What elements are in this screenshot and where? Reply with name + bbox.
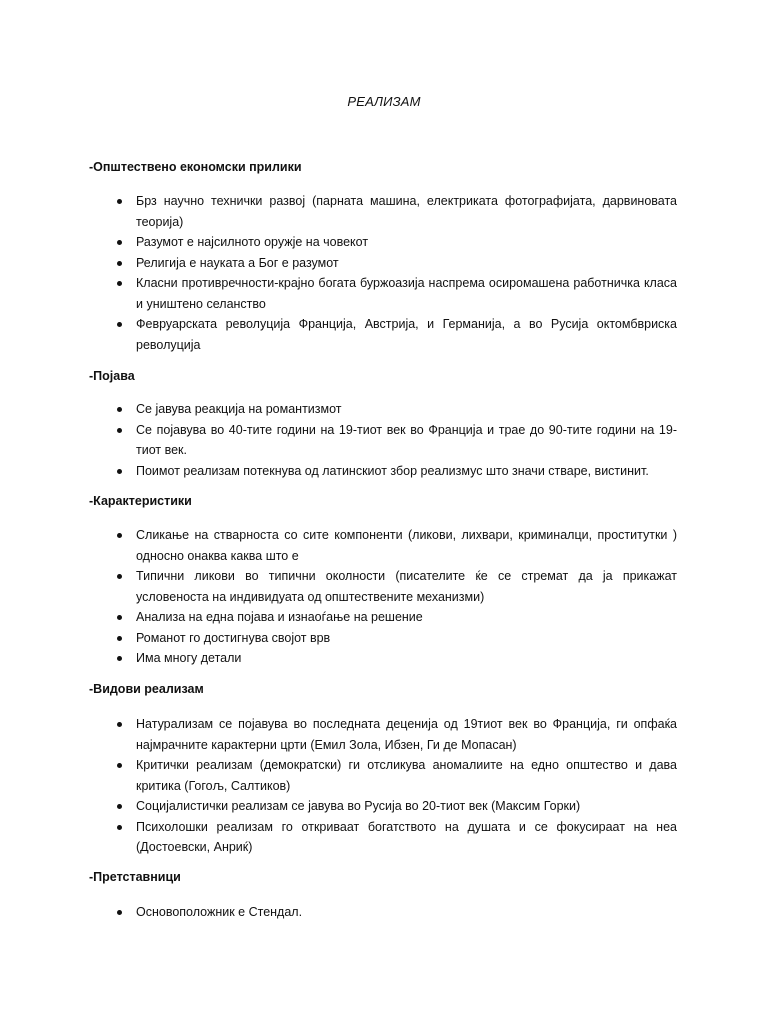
bullet-list-emergence [0, 399, 768, 481]
list-item [0, 232, 677, 253]
bullet-icon [117, 322, 122, 327]
bullet-icon [117, 199, 122, 204]
bullet-icon [117, 615, 122, 620]
list-item-text: Религија е науката а Бог е разумот [136, 255, 339, 270]
list-item [0, 755, 677, 796]
bullet-icon [117, 261, 122, 266]
bullet-icon [117, 281, 122, 286]
bullet-icon [117, 804, 122, 809]
bullet-list-characteristics [0, 525, 768, 669]
list-item [0, 648, 677, 669]
section-heading-representatives: -Претставници [89, 870, 181, 884]
bullet-icon [117, 656, 122, 661]
bullet-icon [117, 240, 122, 245]
bullet-icon [117, 910, 122, 915]
bullet-list-representatives [0, 902, 768, 923]
list-item [0, 525, 677, 566]
bullet-icon [117, 469, 122, 474]
list-item-text: Анализа на една појава и изнаоѓање на решение [136, 610, 423, 624]
bullet-icon [117, 428, 122, 433]
section-heading-characteristics: -Карактеристики [89, 494, 192, 508]
list-item-text: Разумот е најсилното оружје на човекот [136, 235, 369, 249]
section-heading-types: -Видови реализам [89, 682, 204, 696]
section-heading-emergence: -Појава [89, 369, 135, 383]
bullet-icon [117, 722, 122, 727]
list-item-text: Се јавува реакција на романтизмот [136, 402, 342, 416]
bullet-icon [117, 636, 122, 641]
list-item-text: Февруарската револуција Франција, Австрија, и Германија, а во Русија октомбвриска револуција [136, 317, 677, 352]
list-item-text: Критички реализам (демократски) ги отсликува аномалиите на едно општество и дава критика (Гогољ, Салтиков) [136, 758, 677, 793]
bullet-icon [117, 763, 122, 768]
list-item [0, 714, 677, 755]
list-item-text: Поимот реализам потекнува од латинскиот збор реализмус што значи стваре, вистинит. [136, 463, 649, 478]
list-item [0, 253, 677, 274]
list-item-text: Класни противречности-крајно богата буржоазија наспрема осиромашена работничка класа и уништено селанство [136, 276, 677, 311]
list-item-text: Психолошки реализам го откриваат богатството на душата и се фокусираат на неа (Достоевски, Анриќ) [136, 819, 677, 854]
list-item [0, 607, 677, 628]
bullet-icon [117, 574, 122, 579]
list-item-text: Основоположник е Стендал. [136, 905, 303, 919]
list-item [0, 902, 677, 923]
document-title: РЕАЛИЗАМ [347, 94, 421, 109]
section-heading-socioeconomic: -Општествено економски прилики [89, 160, 302, 174]
bullet-list-types [0, 714, 768, 858]
list-item [0, 796, 677, 817]
list-item [0, 461, 677, 482]
list-item [0, 273, 677, 314]
list-item-text: Се појавува во 40-тите години на 19-тиот век во Франција и трае до 90-тите години на 19-тиот век. [136, 422, 677, 457]
bullet-icon [117, 407, 122, 412]
list-item-text: Типични ликови во типични околности (писателите ќе се стремат да ја прикажат условеноста на индивидуата од општествените механизми) [136, 569, 677, 604]
list-item-text: Сликање на стварноста со сите компоненти (ликови, лихвари, криминалци, проститутки ) односно онаква каква што е [136, 528, 677, 563]
list-item [0, 399, 677, 420]
list-item-text: Има многу детали [136, 651, 242, 665]
list-item-text: Социјалистички реализам се јавува во Русија во 20-тиот век (Максим Горки) [136, 799, 581, 813]
list-item-text: Брз научно технички развој (парната машина, електриката фотографијата, дарвиновата теорија) [136, 194, 677, 229]
bullet-list-socioeconomic [0, 191, 768, 355]
list-item-text: Натурализам се појавува во последната деценија од 19тиот век во Франција, ги опфаќа најмрачните карактерни црти (Емил Зола, Ибзен, Ги де Мопасан) [136, 717, 677, 752]
list-item [0, 817, 677, 858]
list-item [0, 628, 677, 649]
list-item [0, 191, 677, 232]
bullet-icon [117, 825, 122, 830]
list-item [0, 420, 677, 461]
list-item [0, 314, 677, 355]
list-item-text: Романот го достигнува својот врв [136, 630, 331, 645]
bullet-icon [117, 533, 122, 538]
list-item [0, 566, 677, 607]
